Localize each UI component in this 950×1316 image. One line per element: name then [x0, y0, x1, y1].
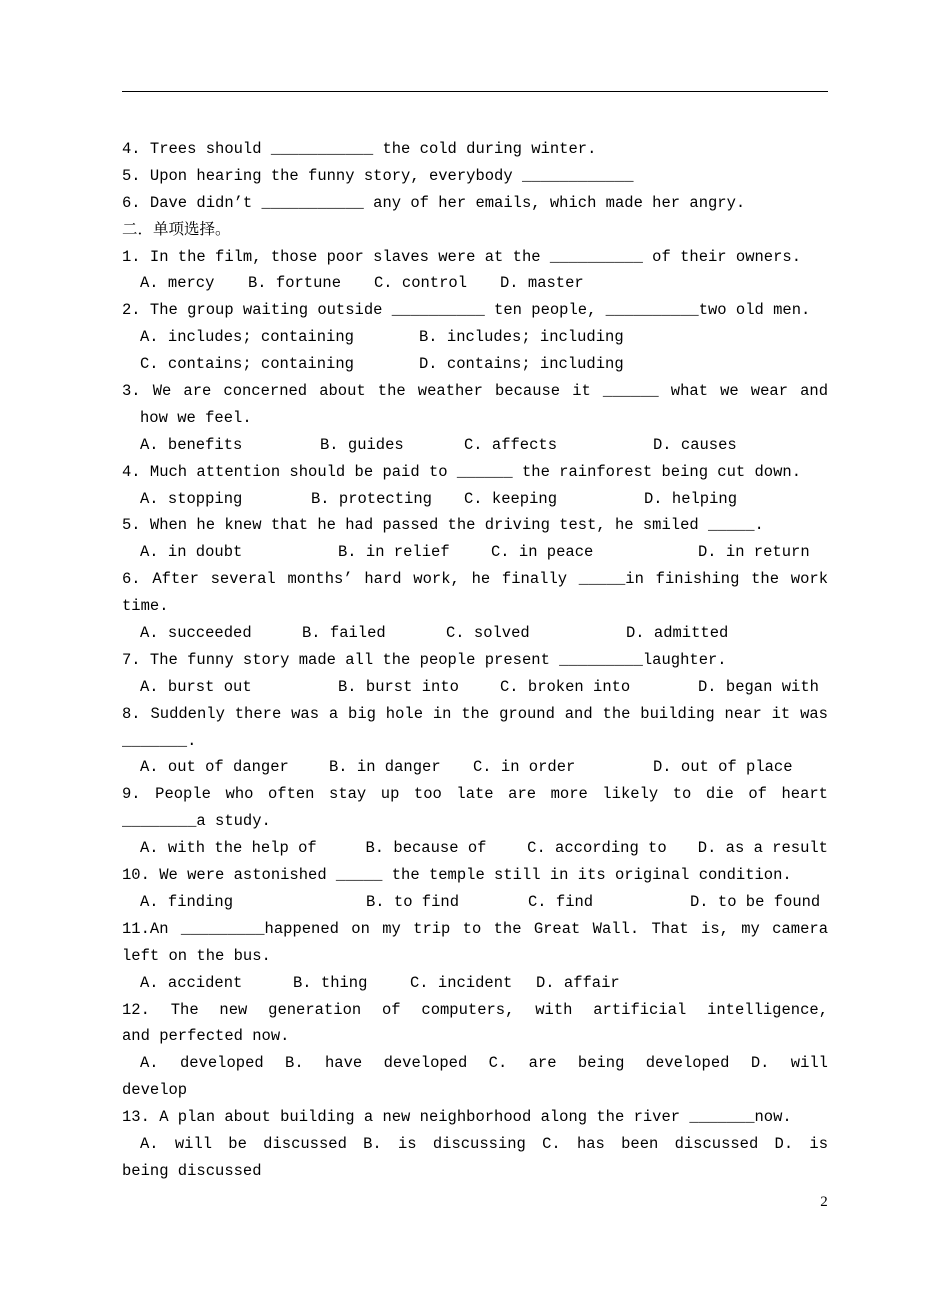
fill-in-item: 6. Dave didn’t ___________ any of her emails, which made her angry.: [122, 193, 746, 212]
question-options-cont: being discussed: [122, 1161, 262, 1180]
question-stem: 10. We were astonished _____ the temple still in its original condition.: [122, 866, 792, 885]
question-options: [122, 835, 828, 862]
option-d: D. began with: [698, 677, 819, 696]
option-c: C. find: [528, 892, 594, 911]
option-a: A. in doubt: [140, 543, 243, 562]
option-a: A. with the help of: [140, 839, 317, 858]
page-content: [122, 136, 828, 1185]
option-c: C. according to: [527, 839, 667, 858]
option-d: D. master: [500, 274, 584, 293]
fill-in-item: 4. Trees should ___________ the cold during winter.: [122, 140, 597, 158]
option-b: B. includes; including: [419, 328, 624, 347]
question-stem-cont: time.: [122, 597, 169, 616]
question-stem: 1. In the film, those poor slaves were at the __________ of their owners.: [122, 247, 802, 266]
question-options: [122, 970, 828, 997]
option-b: B. because of: [365, 839, 487, 858]
option-c: C. affects: [464, 435, 558, 454]
option-a: A. burst out: [140, 677, 252, 696]
question-options: [122, 486, 828, 513]
question-options: A. will be discussed B. is discussing C. has been discussed D. is: [140, 1134, 828, 1153]
option-c: C. control: [374, 274, 468, 293]
fill-in-item: 5. Upon hearing the funny story, everybody ____________: [122, 166, 634, 185]
option-b: B. in danger: [329, 758, 441, 777]
question-stem: 8. Suddenly there was a big hole in the ground and the building near it was: [122, 704, 828, 723]
option-c: C. keeping: [464, 489, 558, 508]
question-stem-cont: left on the bus.: [122, 946, 271, 965]
option-a: A. succeeded: [140, 624, 252, 643]
option-c: C. in order: [473, 758, 576, 777]
question-stem-cont: and perfected now.: [122, 1027, 290, 1046]
question-stem: 13. A plan about building a new neighborhood along the river _______now.: [122, 1108, 792, 1127]
question-stem: 12. The new generation of computers, with artificial intelligence,: [122, 1000, 828, 1019]
question-options: [122, 674, 828, 701]
option-c: C. in peace: [491, 543, 594, 562]
option-c: C. broken into: [500, 677, 631, 696]
option-a: A. stopping: [140, 489, 243, 508]
header-rule: [122, 91, 828, 92]
question-options: [122, 889, 828, 916]
question-stem: 9. People who often stay up too late are more likely to die of heart: [122, 785, 828, 804]
option-b: B. protecting: [311, 489, 432, 508]
option-d: D. affair: [536, 973, 620, 992]
option-a: A. benefits: [140, 435, 243, 454]
question-stem: 2. The group waiting outside __________ ten people, __________two old men.: [122, 301, 811, 320]
option-a: A. out of danger: [140, 758, 289, 777]
question-options: [122, 432, 828, 459]
option-d: D. admitted: [626, 624, 729, 643]
option-c: C. solved: [446, 624, 530, 643]
question-stem: 11.An _________happened on my trip to the Great Wall. That is, my camera: [122, 919, 828, 938]
question-options: [122, 324, 828, 351]
option-b: B. thing: [293, 973, 368, 992]
question-stem: 6. After several months’ hard work, he finally _____in finishing the work: [122, 570, 828, 589]
option-b: B. failed: [302, 624, 386, 643]
question-options-cont: develop: [122, 1081, 188, 1100]
question-stem-cont: ________a study.: [122, 812, 271, 831]
question-options: [122, 270, 828, 297]
option-d: D. out of place: [653, 758, 793, 777]
question-stem-cont: how we feel.: [140, 408, 252, 427]
option-c: C. contains; containing: [140, 355, 354, 374]
question-stem: 4. Much attention should be paid to ______ the rainforest being cut down.: [122, 462, 802, 481]
option-d: D. helping: [644, 489, 738, 508]
question-options: [122, 754, 828, 781]
option-b: B. fortune: [248, 274, 342, 293]
option-b: B. in relief: [338, 543, 450, 562]
section-title: 二．单项选择。: [122, 220, 231, 239]
option-c: C. incident: [410, 973, 513, 992]
option-a: A. finding: [140, 892, 234, 911]
option-d: D. causes: [653, 435, 737, 454]
option-a: A. includes; containing: [140, 328, 354, 347]
page-number: 2: [820, 1194, 828, 1210]
option-b: B. burst into: [338, 677, 459, 696]
option-d: D. to be found: [690, 892, 821, 911]
question-options: [122, 539, 828, 566]
question-stem: 3. We are concerned about the weather because it ______ what we wear and: [122, 382, 828, 401]
option-a: A. accident: [140, 973, 243, 992]
question-options: [122, 620, 828, 647]
option-b: B. to find: [366, 892, 460, 911]
question-options: [122, 351, 828, 378]
question-stem: 7. The funny story made all the people present _________laughter.: [122, 650, 727, 669]
option-a: A. mercy: [140, 274, 215, 293]
question-options: A. developed B. have developed C. are being developed D. will: [140, 1054, 828, 1073]
option-d: D. contains; including: [419, 355, 624, 374]
option-d: D. in return: [698, 543, 810, 562]
option-b: B. guides: [320, 435, 404, 454]
question-stem: 5. When he knew that he had passed the driving test, he smiled _____.: [122, 516, 764, 535]
option-d: D. as a result: [697, 839, 828, 858]
question-stem-cont: _______.: [122, 731, 197, 750]
